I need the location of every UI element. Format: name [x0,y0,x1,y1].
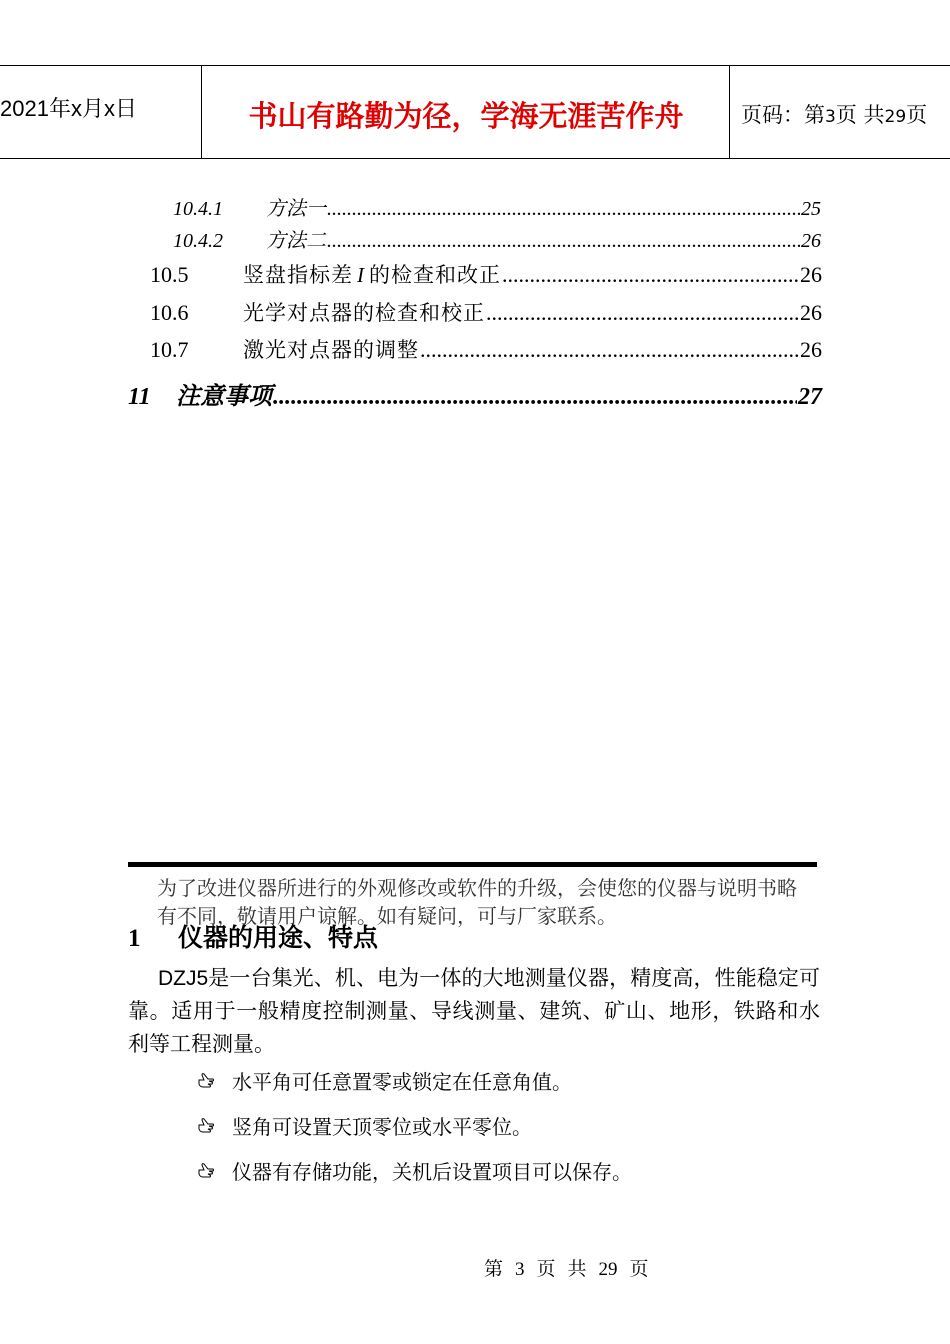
toc-entry[interactable]: 10.5 竖盘指标差 I 的检查和改正 ..... 26 [150,259,822,289]
toc-entry[interactable]: 10.6 光学对点器的检查和校正 ..... 26 [150,297,822,327]
header-divider [201,65,202,159]
horizontal-rule [128,862,817,867]
hand-pointer-icon [196,1116,216,1136]
header-divider [729,65,730,159]
list-item: 水平角可任意置零或锁定在任意角值。 [196,1066,572,1095]
section-heading: 1 仪器的用途、特点 [128,923,379,952]
hand-pointer-icon [196,1071,216,1091]
toc-entry[interactable]: 10.4.1 方法一 ..... 25 [173,192,821,221]
notice-text: 为了改进仪器所进行的外观修改或软件的升级，会使您的仪器与说明书略有不同，敬请用户谅解。如有疑问，可与厂家联系。 [157,876,797,928]
hand-pointer-icon [196,1161,216,1181]
toc-entry[interactable]: 10.7 激光对点器的调整 ..... 26 [150,334,822,364]
toc-entry[interactable]: 11 注意事项 ..... 27 [128,376,822,411]
header-page-indicator: 页码：第3页 共29页 [741,103,928,127]
header-motto: 书山有路勤为径，学海无涯苦作舟 [248,99,684,133]
list-item: 竖角可设置天顶零位或水平零位。 [196,1111,532,1140]
section-paragraph: DZJ5是一台集光、机、电为一体的大地测量仪器，精度高，性能稳定可靠。适用于一般精度控制测量、导线测量、建筑、矿山、地形，铁路和水利等工程测量。 [128,966,820,1056]
header-date: 2021年x月x日 [0,96,137,121]
toc-entry[interactable]: 10.4.2 方法二 ..... 26 [173,224,821,253]
list-item: 仪器有存储功能，关机后设置项目可以保存。 [196,1156,632,1185]
